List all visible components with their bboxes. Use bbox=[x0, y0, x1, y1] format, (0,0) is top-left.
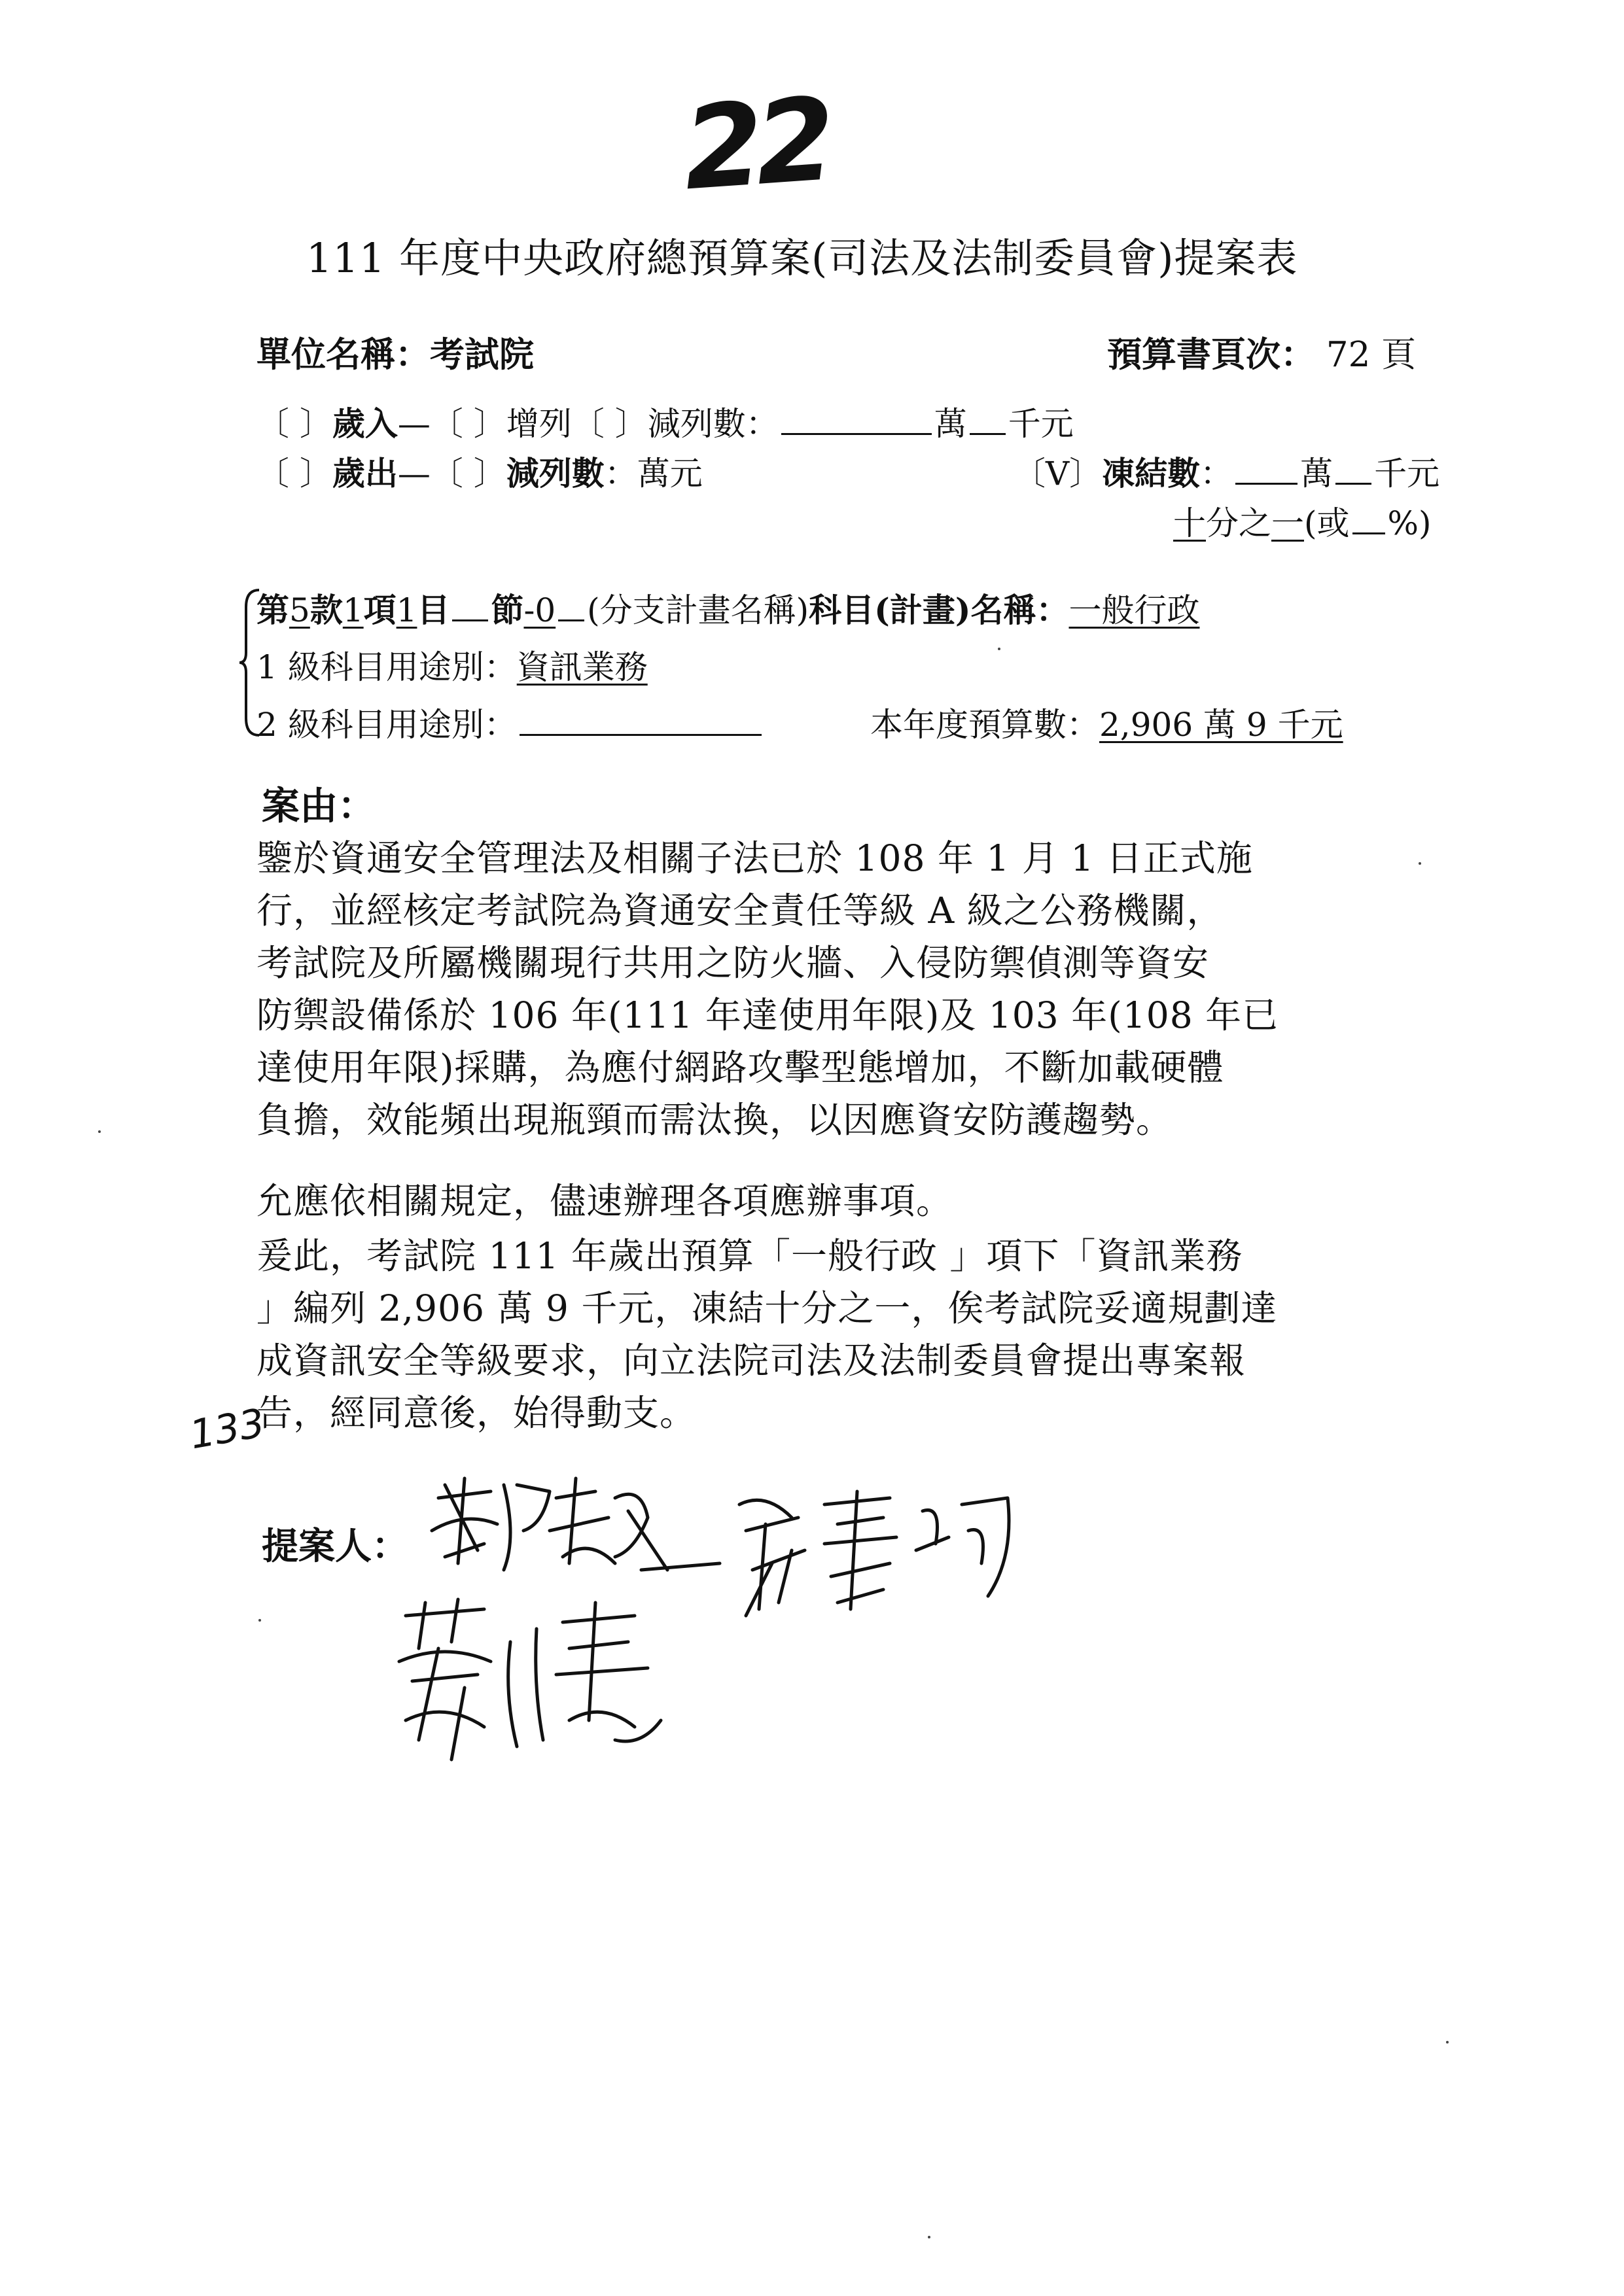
freeze-checkbox: 〔V〕 bbox=[1013, 455, 1103, 493]
reason-heading: 案由： bbox=[262, 784, 376, 828]
freeze-wan-blank bbox=[1235, 450, 1297, 485]
expense-checkbox: 〔 〕 bbox=[256, 455, 332, 493]
reason-line: 防禦設備係於 106 年(111 年達使用年限)及 103 年(108 年已 bbox=[256, 994, 1279, 1036]
revenue-thousand: 千元 bbox=[1008, 405, 1074, 443]
level2-blank bbox=[520, 701, 762, 736]
budget-amount-value: 2,906 萬 9 千元 bbox=[1099, 706, 1343, 744]
item-line bbox=[256, 584, 1200, 631]
item-sub-plan: (分支計畫名稱) bbox=[587, 591, 809, 629]
reason-line: 考試院及所屬機關現行共用之防火牆、入侵防禦偵測等資安 bbox=[256, 942, 1210, 984]
freeze-wan: 萬 bbox=[1300, 455, 1333, 493]
reason-line: 鑒於資通安全管理法及相關子法已於 108 年 1 月 1 日正式施 bbox=[256, 837, 1253, 879]
margin-note: 133 bbox=[186, 1400, 268, 1459]
budget-page-value: 72 頁 bbox=[1326, 335, 1417, 375]
revenue-checkbox: 〔 〕 bbox=[256, 405, 332, 443]
item-jie-blank bbox=[452, 587, 488, 621]
form-title: 111 年度中央政府總預算案(司法及法制委員會)提案表 bbox=[306, 234, 1298, 282]
scan-speck bbox=[998, 648, 1000, 650]
increase-label: 增列 bbox=[506, 405, 572, 443]
expense-amount: ：萬元 bbox=[604, 455, 703, 493]
revenue-decrease-label: 減列數： bbox=[647, 405, 779, 443]
proposer-label: 提案人： bbox=[262, 1525, 408, 1568]
item-mu: 目 bbox=[417, 591, 450, 629]
scan-speck bbox=[1419, 862, 1421, 865]
reason-line: 」編列 2,906 萬 9 千元，凍結十分之一，俟考試院妥適規劃達 bbox=[256, 1287, 1278, 1329]
fraction-fen-zhi: 分之 bbox=[1206, 504, 1271, 542]
item-jie-code: -0 bbox=[523, 591, 556, 629]
level1-label: 1 級科目用途別： bbox=[256, 648, 517, 686]
unit-value: 考試院 bbox=[430, 334, 534, 375]
fraction-line bbox=[1173, 497, 1432, 544]
scan-speck bbox=[1446, 2041, 1449, 2044]
reason-line: 負擔，效能頻出現瓶頸而需汰換，以因應資安防護趨勢。 bbox=[256, 1099, 1173, 1141]
reason-line: 允應依相關規定，儘速辦理各項應辦事項。 bbox=[256, 1180, 953, 1222]
increase-checkbox: 〔 〕 bbox=[430, 405, 506, 443]
item-subject-value: 一般行政 bbox=[1068, 591, 1200, 629]
signature-3 bbox=[386, 1590, 700, 1773]
freeze-colon: ： bbox=[1200, 455, 1233, 493]
reason-line: 達使用年限)採購，為應付網路攻擊型態增加，不斷加載硬體 bbox=[256, 1047, 1224, 1088]
percent-blank bbox=[1352, 500, 1385, 534]
scan-speck bbox=[98, 1130, 101, 1133]
expense-dash: — bbox=[397, 455, 431, 493]
budget-page-row bbox=[1107, 327, 1416, 377]
reason-line: 成資訊安全等級要求，向立法院司法及法制委員會提出專案報 bbox=[256, 1340, 1246, 1382]
freeze-label: 凍結數 bbox=[1102, 454, 1201, 493]
signature-1 bbox=[419, 1459, 726, 1590]
revenue-wan: 萬 bbox=[934, 405, 967, 443]
revenue-line bbox=[256, 398, 1074, 445]
revenue-wan-blank bbox=[781, 400, 932, 435]
item-jie: 節 bbox=[491, 591, 524, 629]
expense-label: 歲出 bbox=[332, 454, 398, 493]
budget-amount-label: 本年度預算數： bbox=[870, 706, 1099, 744]
item-xiang: 項 bbox=[363, 591, 397, 629]
unit-label: 單位名稱： bbox=[256, 334, 430, 375]
scan-speck bbox=[928, 2236, 930, 2238]
signature-2 bbox=[726, 1478, 1027, 1622]
reason-line: 行，並經核定考試院為資通安全責任等級 A 級之公務機關， bbox=[256, 890, 1224, 931]
item-mu-number: 1 bbox=[396, 591, 417, 629]
fraction-close: %) bbox=[1387, 504, 1432, 542]
item-subject-label: 科目(計畫)名稱： bbox=[809, 591, 1069, 629]
level1-line bbox=[256, 641, 648, 688]
reason-line: 爰此，考試院 111 年歲出預算「一般行政 」項下「資訊業務 bbox=[256, 1235, 1243, 1277]
handwritten-page-number: 22 bbox=[679, 73, 832, 217]
item-xiang-number: 1 bbox=[342, 591, 364, 629]
item-kuan: 款 bbox=[309, 591, 343, 629]
fraction-open: (或 bbox=[1304, 504, 1350, 542]
fraction-one: 一 bbox=[1271, 504, 1304, 542]
reason-line: 告，經同意後，始得動支。 bbox=[256, 1392, 697, 1434]
budget-page-label: 預算書頁次： bbox=[1107, 334, 1315, 375]
fraction-ten: 十 bbox=[1173, 504, 1206, 542]
item-kuan-number: 5 bbox=[289, 591, 310, 629]
scan-speck bbox=[258, 1619, 261, 1622]
expense-line bbox=[256, 447, 703, 495]
freeze-thousand: 千元 bbox=[1374, 455, 1440, 493]
item-di: 第 bbox=[256, 591, 289, 629]
unit-row bbox=[256, 327, 534, 377]
expense-decrease-checkbox: 〔 〕 bbox=[430, 455, 506, 493]
revenue-label: 歲入 bbox=[332, 404, 398, 443]
budget-amount-line bbox=[870, 699, 1343, 746]
revenue-dash: — bbox=[397, 405, 431, 443]
revenue-thousand-blank bbox=[970, 400, 1006, 435]
level1-value: 資訊業務 bbox=[516, 648, 648, 686]
freeze-thousand-blank bbox=[1335, 450, 1371, 485]
level2-label: 2 級科目用途別： bbox=[256, 706, 517, 744]
level2-line bbox=[256, 699, 764, 746]
freeze-line bbox=[1013, 447, 1439, 495]
expense-decrease-label: 減列數 bbox=[506, 454, 605, 493]
item-sub-blank bbox=[558, 587, 584, 621]
decrease-checkbox: 〔 〕 bbox=[571, 405, 648, 443]
